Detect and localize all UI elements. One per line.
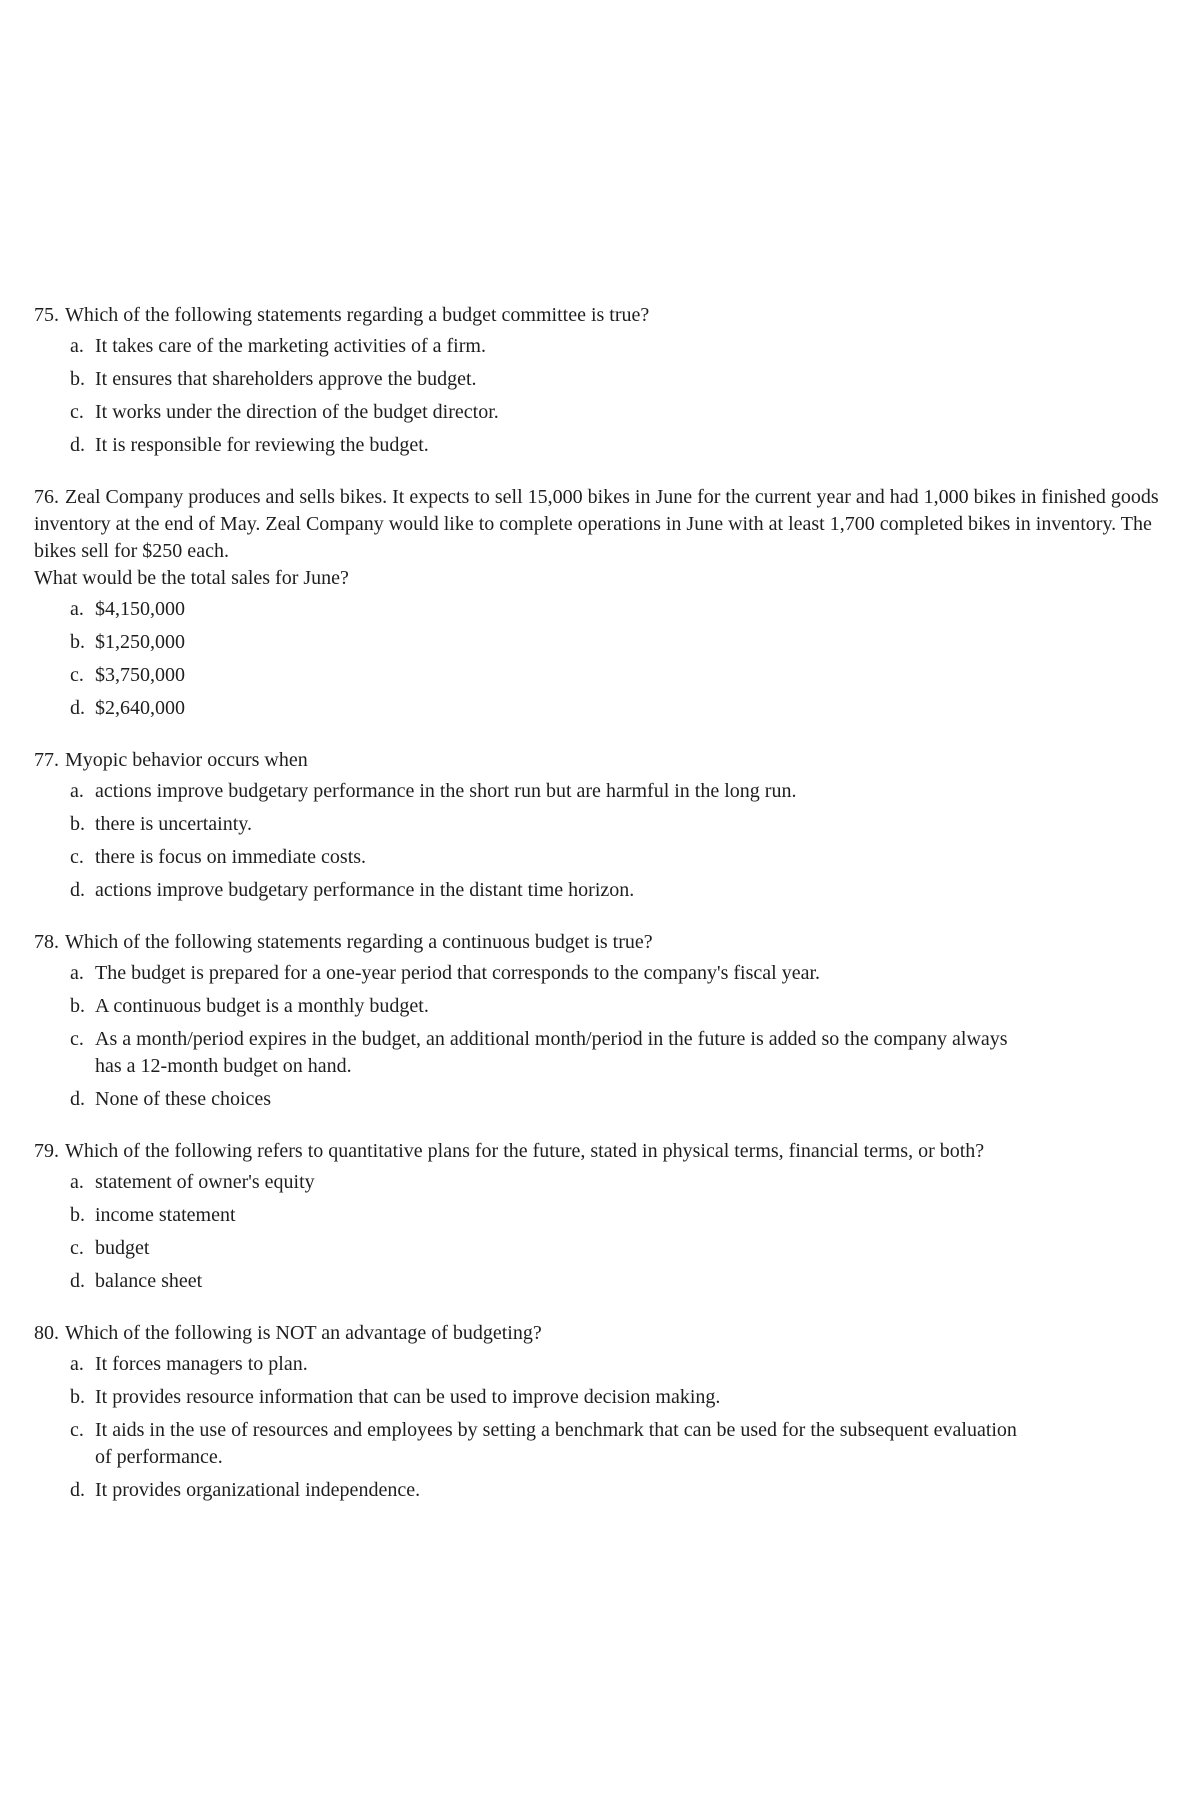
question-stem bbox=[34, 302, 1164, 329]
option-list bbox=[34, 1351, 1164, 1504]
option-letter: b. bbox=[70, 1386, 85, 1408]
option-text: It provides resource information that can be used to improve decision making. bbox=[95, 1386, 721, 1408]
question-number: 80. bbox=[34, 1322, 59, 1344]
option-text: It ensures that shareholders approve the budget. bbox=[95, 368, 477, 390]
option-text: It provides organizational independence. bbox=[95, 1479, 421, 1501]
question-stem bbox=[34, 1138, 1164, 1165]
option-letter: a. bbox=[70, 962, 84, 984]
option-letter: c. bbox=[70, 401, 84, 423]
option-text: It aids in the use of resources and employees by setting a benchmark that can be used for the subsequent evaluation of performance. bbox=[95, 1419, 1017, 1468]
question-75 bbox=[34, 302, 1164, 459]
option-text: there is focus on immediate costs. bbox=[95, 846, 367, 868]
option-letter: d. bbox=[70, 879, 85, 901]
option-d bbox=[70, 1477, 1164, 1504]
option-c bbox=[70, 1417, 1164, 1471]
option-letter: d. bbox=[70, 1088, 85, 1110]
option-letter: c. bbox=[70, 1419, 84, 1441]
option-letter: a. bbox=[70, 1353, 84, 1375]
option-c bbox=[70, 662, 1164, 689]
question-stem bbox=[34, 484, 1164, 565]
option-letter: b. bbox=[70, 995, 85, 1017]
question-number: 78. bbox=[34, 931, 59, 953]
question-text: Which of the following refers to quantitative plans for the future, stated in physical terms, financial terms, or both? bbox=[65, 1140, 985, 1162]
option-text: As a month/period expires in the budget, an additional month/period in the future is added so the company always has a 12-month budget on hand. bbox=[95, 1028, 1008, 1077]
option-a bbox=[70, 960, 1164, 987]
option-c bbox=[70, 1026, 1164, 1080]
option-text: None of these choices bbox=[95, 1088, 272, 1110]
option-letter: a. bbox=[70, 780, 84, 802]
option-list bbox=[34, 778, 1164, 904]
option-b bbox=[70, 366, 1164, 393]
option-text: actions improve budgetary performance in the distant time horizon. bbox=[95, 879, 635, 901]
question-subtext: What would be the total sales for June? bbox=[34, 567, 349, 589]
option-text: there is uncertainty. bbox=[95, 813, 252, 835]
option-letter: a. bbox=[70, 598, 84, 620]
option-a bbox=[70, 596, 1164, 623]
question-text: Myopic behavior occurs when bbox=[65, 749, 308, 771]
option-text: income statement bbox=[95, 1204, 236, 1226]
question-number: 77. bbox=[34, 749, 59, 771]
option-text: budget bbox=[95, 1237, 150, 1259]
option-text: $1,250,000 bbox=[95, 631, 185, 653]
option-text: It forces managers to plan. bbox=[95, 1353, 308, 1375]
option-d bbox=[70, 695, 1164, 722]
option-letter: b. bbox=[70, 368, 85, 390]
option-letter: b. bbox=[70, 631, 85, 653]
option-c bbox=[70, 399, 1164, 426]
option-a bbox=[70, 333, 1164, 360]
question-stem bbox=[34, 1320, 1164, 1347]
question-number: 75. bbox=[34, 304, 59, 326]
option-letter: c. bbox=[70, 664, 84, 686]
option-d bbox=[70, 1268, 1164, 1295]
option-text: It takes care of the marketing activities of a firm. bbox=[95, 335, 486, 357]
option-letter: c. bbox=[70, 1237, 84, 1259]
option-b bbox=[70, 1202, 1164, 1229]
question-78 bbox=[34, 929, 1164, 1113]
option-b bbox=[70, 1384, 1164, 1411]
option-text: $4,150,000 bbox=[95, 598, 185, 620]
question-stem bbox=[34, 929, 1164, 956]
option-text: balance sheet bbox=[95, 1270, 203, 1292]
question-77 bbox=[34, 747, 1164, 904]
question-76 bbox=[34, 484, 1164, 722]
option-a bbox=[70, 1169, 1164, 1196]
option-list bbox=[34, 596, 1164, 722]
option-text: $2,640,000 bbox=[95, 697, 185, 719]
option-a bbox=[70, 1351, 1164, 1378]
question-text: Which of the following is NOT an advantage of budgeting? bbox=[65, 1322, 542, 1344]
option-d bbox=[70, 877, 1164, 904]
question-text: Which of the following statements regarding a continuous budget is true? bbox=[65, 931, 653, 953]
option-text: It works under the direction of the budget director. bbox=[95, 401, 499, 423]
option-letter: d. bbox=[70, 434, 85, 456]
option-list bbox=[34, 960, 1164, 1113]
question-number: 76. bbox=[34, 486, 59, 508]
option-letter: d. bbox=[70, 1270, 85, 1292]
option-letter: a. bbox=[70, 1171, 84, 1193]
option-letter: b. bbox=[70, 813, 85, 835]
option-a bbox=[70, 778, 1164, 805]
option-letter: d. bbox=[70, 1479, 85, 1501]
option-letter: d. bbox=[70, 697, 85, 719]
option-text: $3,750,000 bbox=[95, 664, 185, 686]
question-80 bbox=[34, 1320, 1164, 1504]
option-list bbox=[34, 1169, 1164, 1295]
option-text: A continuous budget is a monthly budget. bbox=[95, 995, 429, 1017]
option-d bbox=[70, 1086, 1164, 1113]
question-page bbox=[34, 302, 1164, 1529]
question-text: Zeal Company produces and sells bikes. It expects to sell 15,000 bikes in June for the current year and had 1,000 bikes in finished goods inventory at the end of May. Zeal Company would like to complete operations in June with at least 1,700 completed bikes in inventory. The bikes sell for $250 each. bbox=[34, 486, 1159, 562]
option-text: The budget is prepared for a one-year period that corresponds to the company's fiscal year. bbox=[95, 962, 820, 984]
option-letter: c. bbox=[70, 1028, 84, 1050]
question-number: 79. bbox=[34, 1140, 59, 1162]
option-list bbox=[34, 333, 1164, 459]
question-79 bbox=[34, 1138, 1164, 1295]
option-b bbox=[70, 629, 1164, 656]
option-b bbox=[70, 993, 1164, 1020]
option-text: statement of owner's equity bbox=[95, 1171, 315, 1193]
question-text: Which of the following statements regarding a budget committee is true? bbox=[65, 304, 650, 326]
option-text: actions improve budgetary performance in the short run but are harmful in the long run. bbox=[95, 780, 797, 802]
option-c bbox=[70, 1235, 1164, 1262]
option-letter: a. bbox=[70, 335, 84, 357]
question-stem bbox=[34, 747, 1164, 774]
option-letter: b. bbox=[70, 1204, 85, 1226]
option-d bbox=[70, 432, 1164, 459]
option-text: It is responsible for reviewing the budget. bbox=[95, 434, 429, 456]
option-b bbox=[70, 811, 1164, 838]
option-letter: c. bbox=[70, 846, 84, 868]
option-c bbox=[70, 844, 1164, 871]
